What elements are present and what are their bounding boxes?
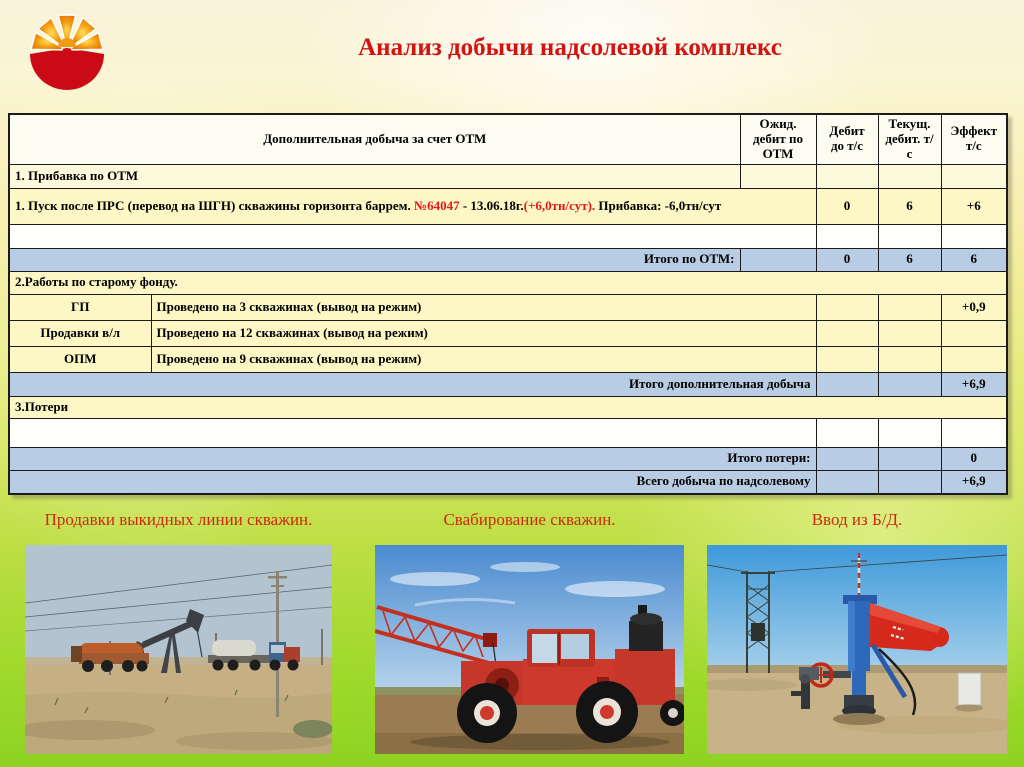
- opm-effect: [941, 346, 1007, 372]
- prodavki-description: Проведено на 12 скважинах (вывод на режим): [151, 320, 816, 346]
- grand-total-label: Всего добыча по надсолевому: [9, 470, 816, 494]
- opm-description: Проведено на 9 скважинах (вывод на режим): [151, 346, 816, 372]
- col-header-current-debit: Текущ. дебит. т/с: [878, 114, 941, 164]
- photo-caption-3: Ввод из Б/Д.: [811, 510, 903, 529]
- total-otm-effect: 6: [941, 248, 1007, 271]
- section2-row: [9, 271, 1007, 294]
- prs-description: 1. Пуск после ПРС (перевод на ШГН) скважины горизонта баррем. №64047 - 13.06.18г.(+6,0тн/сут). Прибавка: -6,0тн/сут: [9, 188, 816, 224]
- empty-row: [9, 418, 1007, 447]
- section1-row: [9, 164, 1007, 188]
- pumpjack-field-photo: [25, 545, 332, 754]
- photo-caption-2: Свабирование скважин.: [443, 510, 616, 529]
- opm-label: ОПМ: [9, 346, 151, 372]
- opm-row: [9, 346, 1007, 372]
- total-additional-row: [9, 372, 1007, 396]
- section1-label: 1. Прибавка по ОТМ: [9, 164, 740, 188]
- col-header-description: Дополнительная добыча за счет ОТМ: [9, 114, 740, 164]
- orange-tanker-truck: [71, 643, 149, 672]
- total-otm-row: [9, 248, 1007, 271]
- prodavki-label: Продавки в/л: [9, 320, 151, 346]
- table-header-row: [9, 114, 1007, 164]
- gp-row: [9, 294, 1007, 320]
- prodavki-row: [9, 320, 1007, 346]
- prs-effect: +6: [941, 188, 1007, 224]
- wellhead-unit-photo: [707, 545, 1007, 754]
- petrochina-logo: [22, 6, 112, 90]
- production-table: [8, 113, 1008, 495]
- total-loss-effect: 0: [941, 447, 1007, 470]
- well-number: №64047: [414, 197, 460, 213]
- photo-caption-1: Продавки выкидных линии скважин.: [44, 510, 313, 529]
- total-otm-debit-current: 6: [878, 248, 941, 271]
- section2-label: 2.Работы по старому фонду.: [9, 271, 1007, 294]
- prs-row: [9, 188, 1007, 224]
- page-title: Анализ добычи надсолевой комплекс: [358, 34, 782, 61]
- col-header-expected-debit: Ожид. дебит по ОТМ: [740, 114, 816, 164]
- prodavki-effect: [941, 320, 1007, 346]
- gain-value: (+6,0тн/сут).: [523, 197, 596, 213]
- logo-red-base: [30, 48, 104, 90]
- section3-label: 3.Потери: [9, 396, 1007, 418]
- section3-row: [9, 396, 1007, 418]
- grand-total-row: [9, 470, 1007, 494]
- prs-debit-before: 0: [816, 188, 878, 224]
- total-otm-debit-before: 0: [816, 248, 878, 271]
- gp-label: ГП: [9, 294, 151, 320]
- gp-effect: +0,9: [941, 294, 1007, 320]
- swabbing-rig-photo: [375, 545, 684, 754]
- total-otm-label: Итого по ОТМ:: [9, 248, 740, 271]
- grand-total-effect: +6,9: [941, 470, 1007, 494]
- total-loss-label: Итого потери:: [9, 447, 816, 470]
- total-loss-row: [9, 447, 1007, 470]
- col-header-effect: Эффект т/с: [941, 114, 1007, 164]
- prs-debit-current: 6: [878, 188, 941, 224]
- total-additional-label: Итого дополнительная добыча: [9, 372, 816, 396]
- total-additional-effect: +6,9: [941, 372, 1007, 396]
- gp-description: Проведено на 3 скважинах (вывод на режим): [151, 294, 816, 320]
- equipment-box: [955, 673, 983, 712]
- empty-row: [9, 224, 1007, 248]
- col-header-debit-before: Дебит до т/с: [816, 114, 878, 164]
